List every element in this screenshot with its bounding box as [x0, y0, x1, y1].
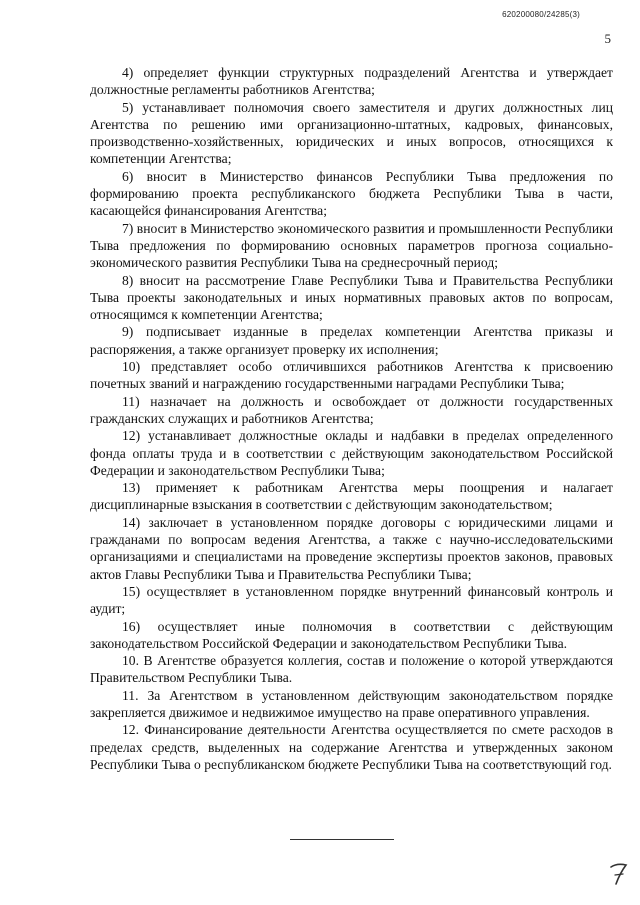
paragraph-item-10: 10) представляет особо отличившихся работников Агентства к присвоению почетных званий и награждению государственными наградами Республики Тыва; [90, 359, 613, 392]
paragraph-item-6: 6) вносит в Министерство финансов Республики Тыва предложения по формированию проекта республиканского бюджета Республики Тыва в части, касающейся финансирования Агентства; [90, 168, 613, 219]
paragraph-item-9: 9) подписывает изданные в пределах компетенции Агентства приказы и распоряжения, а также организует проверку их исполнения; [90, 324, 613, 357]
document-code: 620200080/24285(3) [502, 10, 580, 19]
paragraph-item-16: 16) осуществляет иные полномочия в соответствии с действующим законодательством Российской Федерации и законодательством Республики Тыва. [90, 618, 613, 651]
document-body [90, 64, 613, 773]
paragraph-item-7: 7) вносит в Министерство экономического развития и промышленности Республики Тыва предложения по формированию основных параметров прогноза социально-экономического развития Республики Тыва на среднесрочный период; [90, 220, 613, 271]
end-separator-line [290, 839, 394, 840]
handwritten-page-mark [608, 860, 630, 888]
section-10-paragraph: 10. В Агентстве образуется коллегия, состав и положение о которой утверждаются Правительством Республики Тыва. [90, 653, 613, 686]
paragraph-item-5: 5) устанавливает полномочия своего заместителя и других должностных лиц Агентства по решению ими организационно-штатных, кадровых, финансовых, производственно-хозяйственных, юридических и иных вопросов, относящихся к компетенции Агентства; [90, 99, 613, 167]
paragraph-item-8: 8) вносит на рассмотрение Главе Республики Тыва и Правительства Республики Тыва проекты законодательных и иных нормативных правовых актов по вопросам, относящимся к компетенции Агентства; [90, 272, 613, 323]
paragraph-item-14: 14) заключает в установленном порядке договоры с юридическими лицами и гражданами по вопросам ведения Агентства, а также с научно-исследовательскими организациями и специалистами на проведение экспертизы проектов законов, правовых актов Главы Республики Тыва и Правительства Республики Тыва; [90, 514, 613, 582]
paragraph-item-4: 4) определяет функции структурных подразделений Агентства и утверждает должностные регламенты работников Агентства; [90, 65, 613, 98]
page-number: 5 [604, 31, 611, 46]
section-12-paragraph: 12. Финансирование деятельности Агентства осуществляется по смете расходов в пределах средств, выделенных на содержание Агентства и утвержденных законом Республики Тыва о республиканском бюджете Республики Тыва на соответствующий год. [90, 722, 613, 772]
section-11-paragraph: 11. За Агентством в установленном действующим законодательством порядке закрепляется движимое и недвижимое имущество на праве оперативного управления. [90, 687, 613, 720]
paragraph-item-13: 13) применяет к работникам Агентства меры поощрения и налагает дисциплинарные взыскания в соответствии с действующим законодательством; [90, 480, 613, 513]
paragraph-item-15: 15) осуществляет в установленном порядке внутренний финансовый контроль и аудит; [90, 583, 613, 617]
paragraph-item-12: 12) устанавливает должностные оклады и надбавки в пределах определенного фонда оплаты труда и в соответствии с действующим законодательством Российской Федерации и законодательством Республики Тыва; [90, 428, 613, 478]
paragraph-item-11: 11) назначает на должность и освобождает от должности государственных гражданских служащих и работников Агентства; [90, 393, 613, 426]
